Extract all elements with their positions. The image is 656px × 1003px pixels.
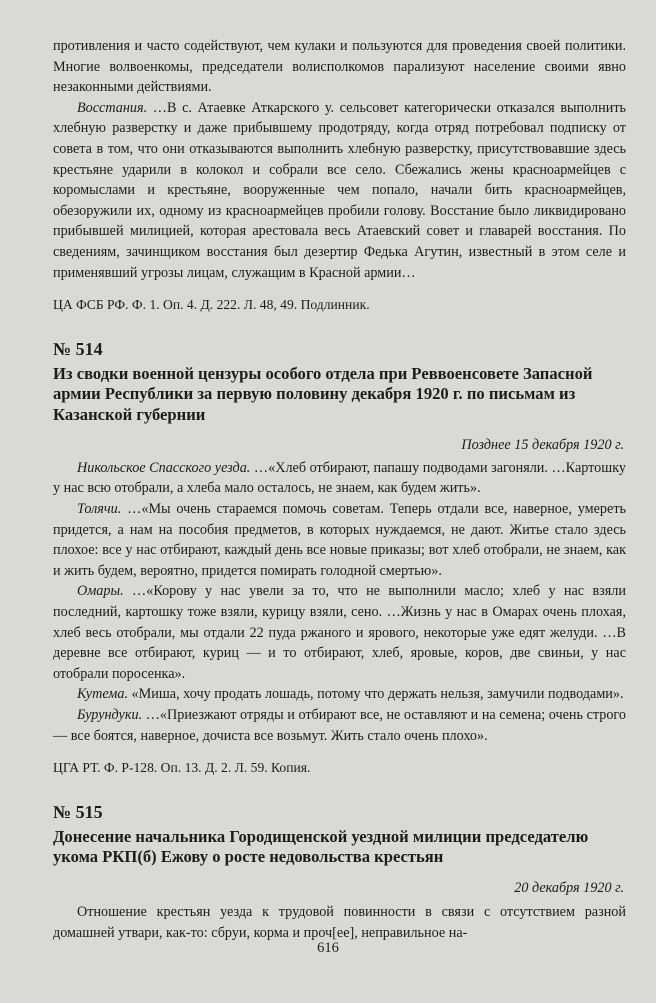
document-date: Позднее 15 декабря 1920 г. xyxy=(461,437,624,454)
uprisings-text: …В с. Атаевке Аткарского у. сельсовет категорически отказался выполнить хлебную разверстку и даже прибывшему продотряду, когда отряд потребовал подписку от совета в том, что они отказываются выполнить хлебную разверстку, присутствовавшие здесь крестьяне ударили в колокол и собрали все село. Сбежались жены красноармейцев с коромыслами и крестьяне, вооруженные чем попало, начали бить красноармейцев, обезоружили их, одному из красноармейцев пробили голову. Восстание было ликвидировано прибывшей милицией, которая арестовала весь Атаевский совет и главарей восстания. По сведениям, зачинщиком восстания был дезертир Федька Агутин, известный в этом селе и применявший угрозы лицам, служащим в Красной армии… xyxy=(53,99,626,281)
document-number: № 515 xyxy=(53,801,103,822)
letter-entry xyxy=(53,581,626,684)
letter-text: …«Мы очень стараемся помочь советам. Теперь отдали все, наверное, умереть придется, а нам на пособия предметов, в которых нуждаемся, не дают. Житье стало здесь плохое: все у нас отбирают, каждый день все новые приказы; вот хлеб отобрали, не знаем, как и жить будем, вероятно, придется помирать голодной смертью». xyxy=(53,501,626,579)
intro-paragraph: противления и часто содействуют, чем кулаки и пользуются для проведения своей политики. Многие волвоенкомы, председатели волисполкомов парализуют население своими явно незаконными действиями. xyxy=(53,38,626,96)
letter-entry xyxy=(53,684,626,705)
page-number: 616 xyxy=(317,940,339,956)
letter-text: …«Хлеб отбирают, папашу подводами загоняли. …Картошку у нас всю отобрали, а хлеба мало осталось, не знаем, как будем жить». xyxy=(53,459,626,497)
letter-text: …«Приезжают отряды и отбирают все, не оставляют и на семена; очень строго — все боятся, наверное, дочиста все возьмут. Жить стало очень плохо». xyxy=(53,706,626,744)
archive-source: ЦА ФСБ РФ. Ф. 1. Оп. 4. Д. 222. Л. 48, 49. Подлинник. xyxy=(53,297,370,313)
uprisings-paragraph xyxy=(53,98,626,283)
document-date: 20 декабря 1920 г. xyxy=(514,879,624,896)
letter-entry xyxy=(53,458,626,499)
letter-place: Кутема. xyxy=(77,686,128,703)
letter-place: Бурундуки. xyxy=(77,706,143,723)
letter-text: «Миша, хочу продать лошадь, потому что держать нельзя, замучили подводами». xyxy=(128,686,624,703)
uprisings-heading: Восстания. xyxy=(77,99,148,116)
document-title: Из сводки военной цензуры особого отдела при Реввоенсовете Запасной армии Республики за первую половину декабря 1920 г. по письмам из Казанской губернии xyxy=(53,363,593,424)
archive-source: ЦГА РТ. Ф. Р-128. Оп. 13. Д. 2. Л. 59. Копия. xyxy=(53,760,311,776)
letter-entry xyxy=(53,499,626,581)
document-title: Донесение начальника Городищенской уездной милиции председателю укома РКП(б) Ежову о росте недовольства крестьян xyxy=(53,826,589,867)
report-paragraph: Отношение крестьян уезда к трудовой повинности в связи с отсутствием разной домашней утвари, как-то: сбруи, корма и проч[ее], неправильное на- xyxy=(53,904,626,941)
letter-place: Никольское Спасского уезда. xyxy=(77,459,251,476)
letter-entry xyxy=(53,705,626,746)
letter-place: Толячи. xyxy=(77,501,122,517)
letter-place: Омары. xyxy=(77,583,124,600)
document-number: № 514 xyxy=(53,338,103,359)
letter-text: …«Корову у нас увели за то, что не выполнили масло; хлеб у нас взяли последний, картошку тоже взяли, курицу взяли, сено. …Жизнь у нас в Омарах очень плохая, хлеб весь отобрали, мы отдали 22 пуда ржаного и ярового, некоторые уже едят желуди. …В деревне все отбирают, куриц — и то отбирают, хлеб, яровые, коров, две свиньи, у нас отобрали поросенка». xyxy=(53,583,626,682)
